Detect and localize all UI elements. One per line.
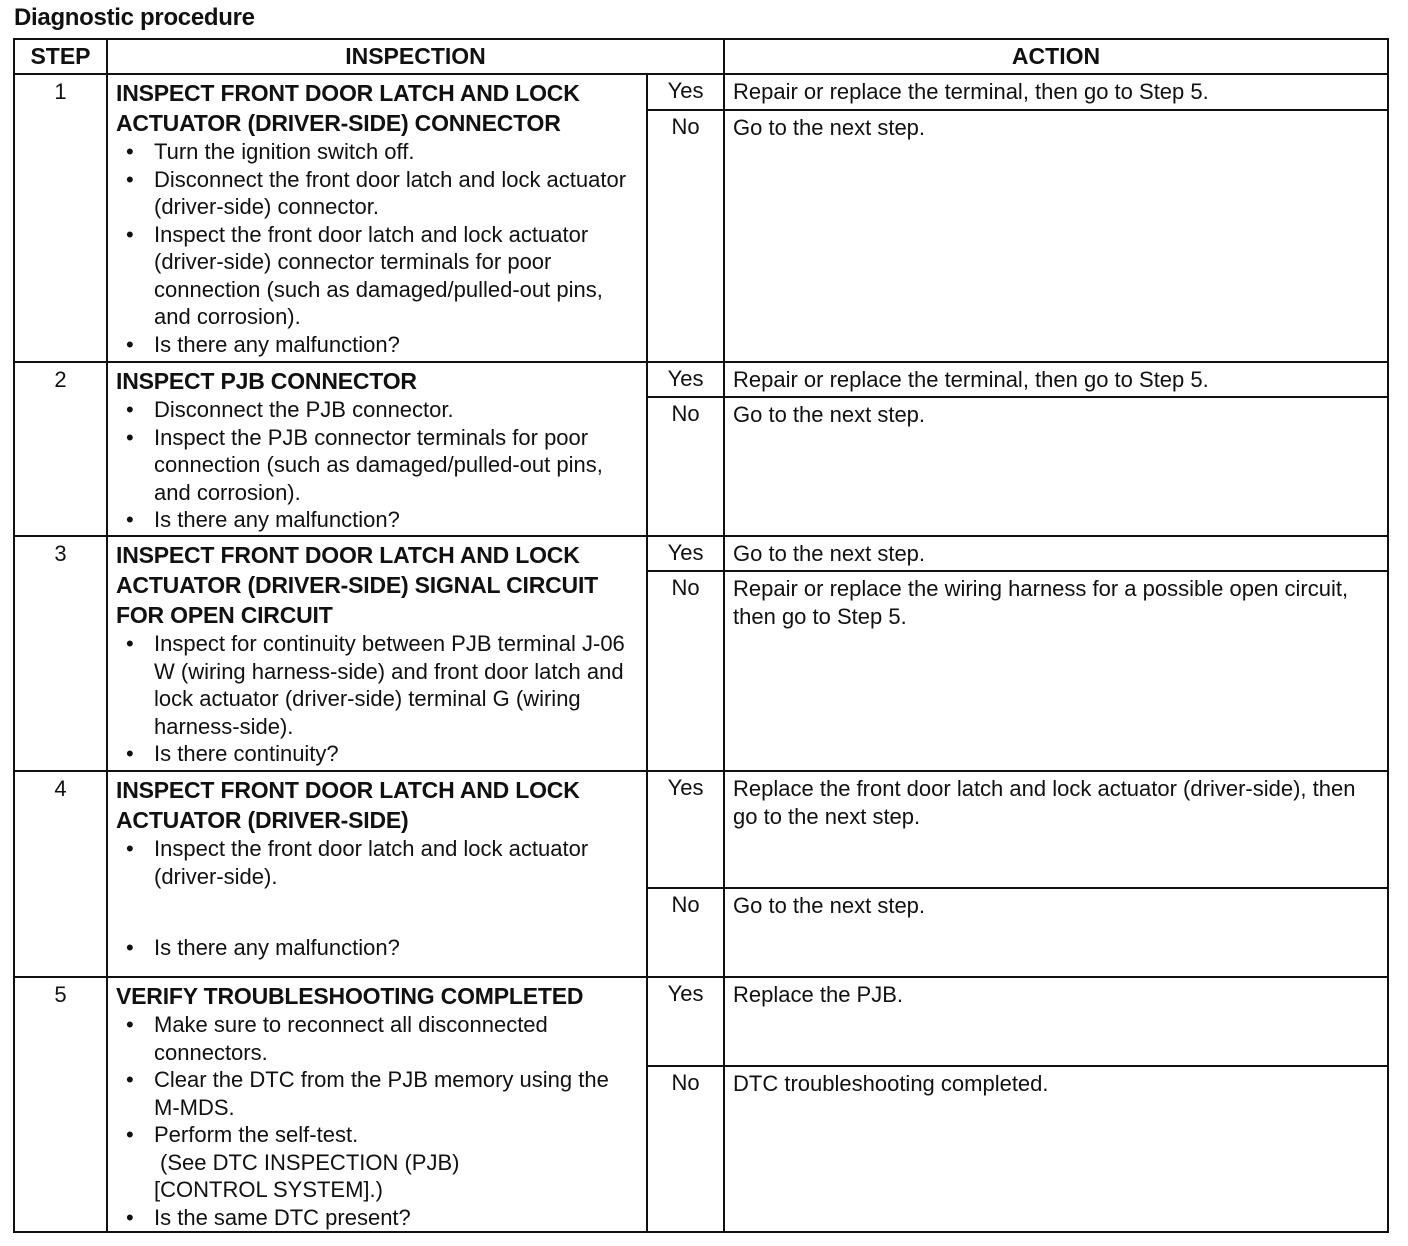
yes-action: Replace the front door latch and lock actuator (driver-side), then go to the next step. bbox=[724, 771, 1388, 888]
inspection-bullet: • Is the same DTC present? bbox=[154, 1204, 640, 1232]
yes-action: Replace the PJB. bbox=[724, 977, 1388, 1066]
step-number: 3 bbox=[14, 536, 107, 771]
inspection-bullet: • Inspect the front door latch and lock actuator (driver-side). bbox=[154, 835, 640, 890]
yes-action: Repair or replace the terminal, then go to Step 5. bbox=[724, 362, 1388, 397]
inspection-title: INSPECT FRONT DOOR LATCH AND LOCK ACTUATOR (DRIVER-SIDE) CONNECTOR bbox=[116, 80, 580, 136]
step-4-inspection bbox=[107, 771, 647, 977]
header-row bbox=[14, 39, 1388, 74]
inspection-bullets bbox=[116, 630, 640, 768]
step-number: 5 bbox=[14, 977, 107, 1232]
step-5-inspection bbox=[107, 977, 647, 1232]
no-action: Go to the next step. bbox=[724, 110, 1388, 362]
step-1-yes-row bbox=[14, 74, 1388, 110]
no-action: Go to the next step. bbox=[724, 888, 1388, 977]
no-action: Repair or replace the wiring harness for a possible open circuit, then go to Step 5. bbox=[724, 571, 1388, 771]
no-action: DTC troubleshooting completed. bbox=[724, 1066, 1388, 1232]
inspection-bullet: • Clear the DTC from the PJB memory using the M-MDS. bbox=[154, 1066, 640, 1121]
step-2-inspection bbox=[107, 362, 647, 536]
no-label: No bbox=[647, 397, 724, 536]
reference-note-line: [CONTROL SYSTEM].) bbox=[154, 1177, 383, 1202]
yes-label: Yes bbox=[647, 771, 724, 888]
column-header-step: STEP bbox=[14, 39, 107, 74]
yes-action: Go to the next step. bbox=[724, 536, 1388, 571]
inspection-bullet: • Disconnect the PJB connector. bbox=[154, 396, 640, 424]
inspection-bullet: • Is there any malfunction? bbox=[154, 506, 640, 534]
step-number: 1 bbox=[14, 74, 107, 362]
inspection-bullet bbox=[154, 1121, 640, 1204]
yes-action: Repair or replace the terminal, then go to Step 5. bbox=[724, 74, 1388, 110]
reference-note-line: (See DTC INSPECTION (PJB) bbox=[160, 1149, 460, 1175]
step-3-yes-row bbox=[14, 536, 1388, 571]
inspection-bullet: • Is there any malfunction? bbox=[154, 331, 640, 359]
step-3-inspection bbox=[107, 536, 647, 771]
step-4-yes-row bbox=[14, 771, 1388, 888]
column-header-action: ACTION bbox=[724, 39, 1388, 74]
column-header-inspection: INSPECTION bbox=[107, 39, 724, 74]
inspection-title: INSPECT PJB CONNECTOR bbox=[116, 368, 417, 394]
inspection-bullets bbox=[116, 138, 640, 358]
inspection-bullet: • Turn the ignition switch off. bbox=[154, 138, 640, 166]
inspection-bullets bbox=[116, 835, 640, 962]
no-action: Go to the next step. bbox=[724, 397, 1388, 536]
inspection-bullets bbox=[116, 1011, 640, 1231]
inspection-bullet: • Inspect the PJB connector terminals for poor connection (such as damaged/pulled-out pins, and corrosion). bbox=[154, 424, 640, 507]
step-number: 4 bbox=[14, 771, 107, 977]
page-heading: Diagnostic procedure bbox=[14, 4, 255, 31]
inspection-bullet: • Make sure to reconnect all disconnected connectors. bbox=[154, 1011, 640, 1066]
inspection-title: INSPECT FRONT DOOR LATCH AND LOCK ACTUATOR (DRIVER-SIDE) SIGNAL CIRCUIT FOR OPEN CIRCUIT bbox=[116, 542, 598, 628]
inspection-bullet: • Is there any malfunction? bbox=[154, 934, 640, 962]
step-2-yes-row bbox=[14, 362, 1388, 397]
diagnostic-procedure-table bbox=[13, 38, 1389, 1233]
yes-label: Yes bbox=[647, 977, 724, 1066]
no-label: No bbox=[647, 571, 724, 771]
inspection-bullet: • Is there continuity? bbox=[154, 740, 640, 768]
step-5-yes-row bbox=[14, 977, 1388, 1066]
inspection-title: INSPECT FRONT DOOR LATCH AND LOCK ACTUATOR (DRIVER-SIDE) bbox=[116, 777, 580, 833]
inspection-bullet: • Inspect for continuity between PJB terminal J-06 W (wiring harness-side) and front door latch and lock actuator (driver-side) terminal G (wiring harness-side). bbox=[154, 630, 640, 740]
inspection-bullet: • Inspect the front door latch and lock actuator (driver-side) connector terminals for poor connection (such as damaged/pulled-out pins, and corrosion). bbox=[154, 221, 640, 331]
yes-label: Yes bbox=[647, 536, 724, 571]
no-label: No bbox=[647, 1066, 724, 1232]
inspection-bullet-text: • Perform the self-test. bbox=[154, 1122, 359, 1147]
step-1-inspection bbox=[107, 74, 647, 362]
yes-label: Yes bbox=[647, 74, 724, 110]
step-number: 2 bbox=[14, 362, 107, 536]
no-label: No bbox=[647, 888, 724, 977]
no-label: No bbox=[647, 110, 724, 362]
yes-label: Yes bbox=[647, 362, 724, 397]
inspection-bullet: • Disconnect the front door latch and lock actuator (driver-side) connector. bbox=[154, 166, 640, 221]
inspection-title: VERIFY TROUBLESHOOTING COMPLETED bbox=[116, 983, 584, 1009]
inspection-bullets bbox=[116, 396, 640, 534]
